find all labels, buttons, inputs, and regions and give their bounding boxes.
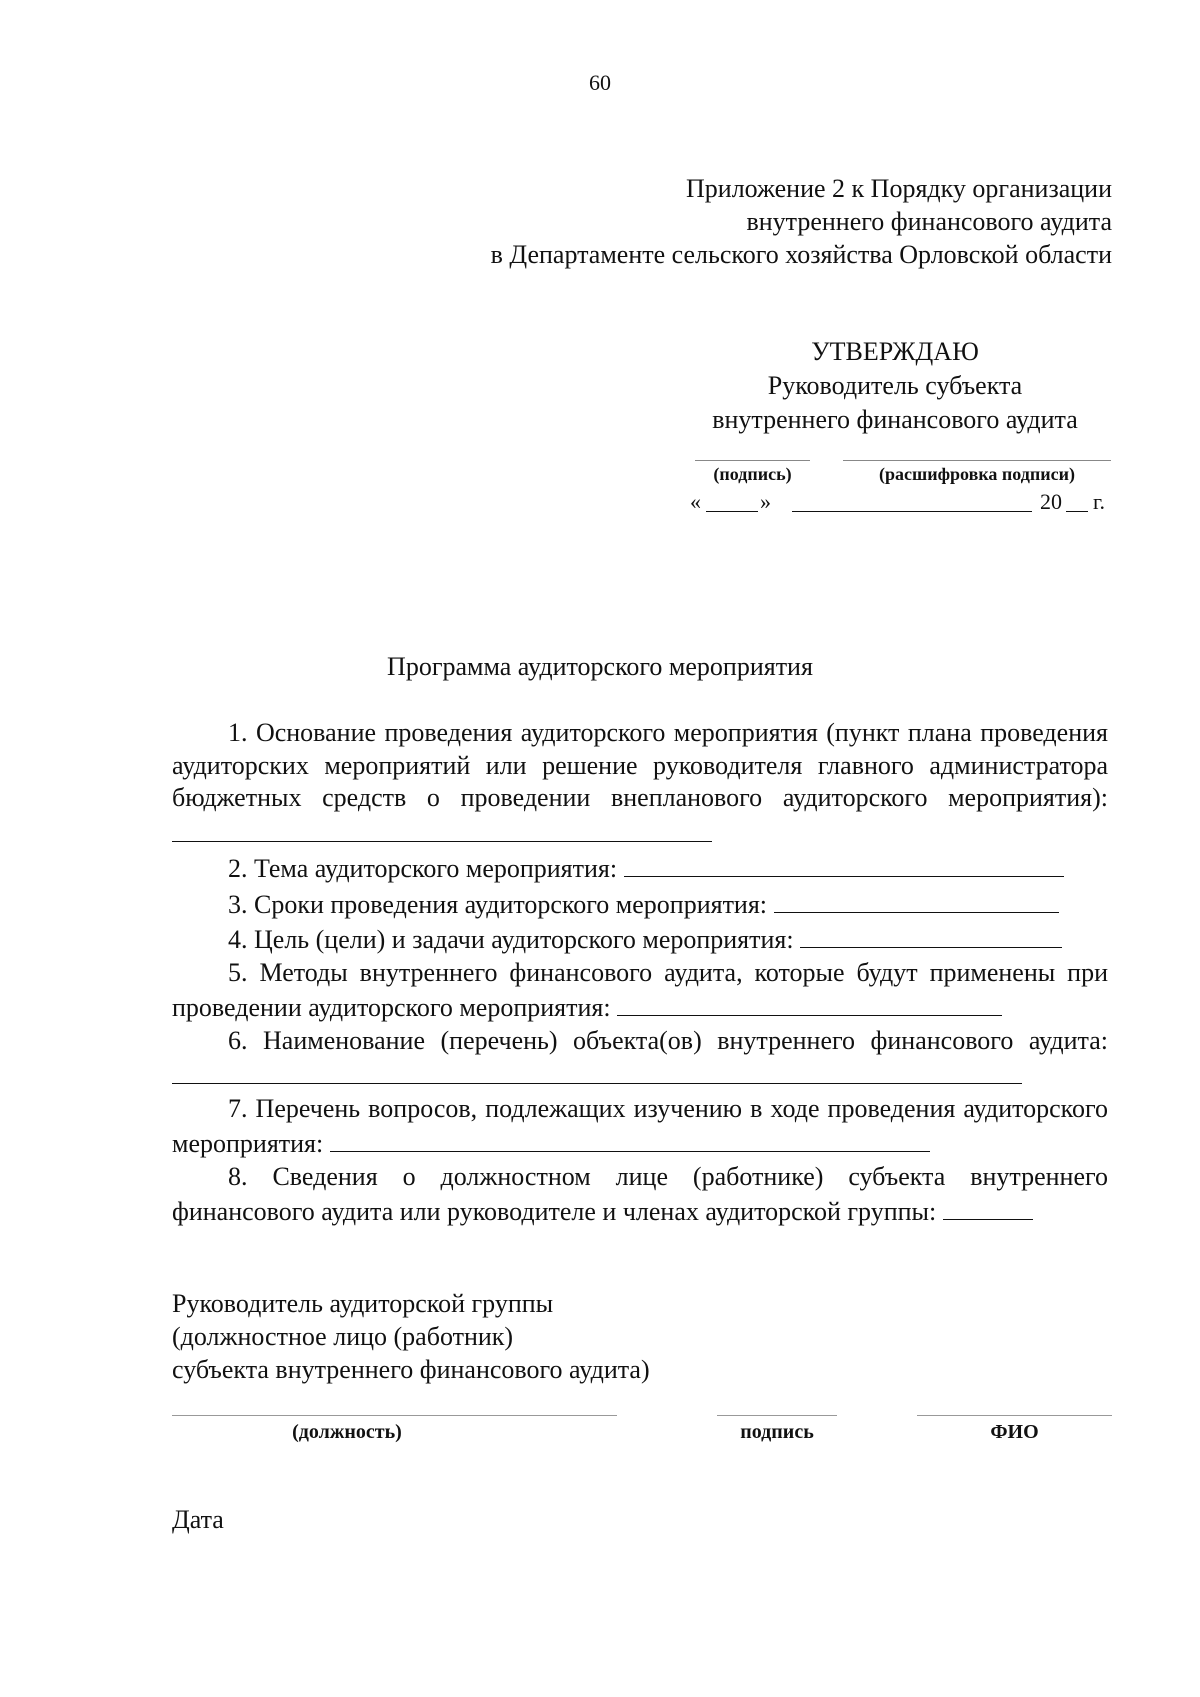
appendix-line-2: внутреннего финансового аудита bbox=[746, 207, 1112, 236]
position-line[interactable] bbox=[172, 1415, 617, 1416]
signature-line[interactable] bbox=[695, 460, 810, 461]
item-text: 4. Цель (цели) и задачи аудиторского мероприятия: bbox=[228, 925, 794, 954]
program-item bbox=[172, 921, 1108, 957]
position-caption: (должность) bbox=[292, 1421, 402, 1443]
approval-line-1: Руководитель субъекта bbox=[767, 371, 1023, 400]
date-label: Дата bbox=[172, 1505, 224, 1534]
approval-block bbox=[690, 335, 1100, 437]
year-suffix: г. bbox=[1093, 489, 1106, 514]
appendix-line-3: в Департаменте сельского хозяйства Орловской области bbox=[490, 240, 1112, 269]
approval-signature-row bbox=[690, 460, 1110, 530]
program-item bbox=[172, 1093, 1108, 1161]
leader-line-3: субъекта внутреннего финансового аудита) bbox=[172, 1355, 650, 1384]
leader-signature-row bbox=[172, 1415, 1112, 1455]
item-text: 2. Тема аудиторского мероприятия: bbox=[228, 854, 618, 883]
program-title: Программа аудиторского мероприятия bbox=[387, 652, 813, 681]
approval-title: УТВЕРЖДАЮ bbox=[811, 337, 979, 366]
item-text: 3. Сроки проведения аудиторского мероприятия: bbox=[228, 889, 768, 919]
fill-line[interactable] bbox=[617, 989, 1002, 1016]
item-text: 6. Наименование (перечень) объекта(ов) внутреннего финансового аудита: bbox=[228, 1025, 1108, 1055]
program-item bbox=[172, 717, 1108, 850]
approval-line-2: внутреннего финансового аудита bbox=[712, 405, 1078, 434]
month-blank[interactable] bbox=[792, 511, 1032, 512]
fill-line[interactable] bbox=[172, 1057, 1022, 1084]
fill-line[interactable] bbox=[800, 921, 1062, 948]
signature-caption: (подпись) bbox=[713, 464, 792, 484]
item-text: 5. Методы внутреннего финансового аудита, которые будут применены при проведении аудиторского мероприятия: bbox=[172, 957, 1108, 1022]
program-items bbox=[172, 717, 1108, 1229]
quote-close: » bbox=[760, 489, 771, 514]
page-number: 60 bbox=[589, 70, 611, 95]
program-item bbox=[172, 886, 1108, 922]
item-text: 1. Основание проведения аудиторского мероприятия (пункт плана проведения аудиторских мероприятий или решение руководителя главного администратора бюджетных средств о проведении внепланового аудиторского мероприятия): bbox=[172, 718, 1108, 812]
quote-open: « bbox=[690, 489, 701, 514]
fill-line[interactable] bbox=[943, 1193, 1033, 1220]
fill-line[interactable] bbox=[774, 886, 1059, 913]
leader-line-1: Руководитель аудиторской группы bbox=[172, 1289, 554, 1318]
item-text: 7. Перечень вопросов, подлежащих изучению в ходе проведения аудиторского мероприятия: bbox=[172, 1093, 1108, 1158]
appendix-header bbox=[491, 172, 1112, 271]
year-prefix: 20 bbox=[1040, 489, 1062, 514]
year-blank[interactable] bbox=[1066, 511, 1088, 512]
leader-line-2: (должностное лицо (работник) bbox=[172, 1322, 514, 1351]
appendix-line-1: Приложение 2 к Порядку организации bbox=[686, 174, 1112, 203]
program-item bbox=[172, 957, 1108, 1025]
signature-caption: подпись bbox=[740, 1421, 814, 1443]
fill-line[interactable] bbox=[172, 815, 712, 842]
program-item bbox=[172, 1025, 1108, 1093]
day-blank[interactable] bbox=[706, 511, 758, 512]
program-item bbox=[172, 850, 1108, 886]
program-item bbox=[172, 1161, 1108, 1229]
name-caption: ФИО bbox=[990, 1421, 1039, 1443]
signature-decode-line[interactable] bbox=[843, 460, 1111, 461]
fill-line[interactable] bbox=[330, 1125, 930, 1152]
name-line[interactable] bbox=[917, 1415, 1112, 1416]
signature-decode-caption: (расшифровка подписи) bbox=[879, 464, 1075, 484]
item-text: 8. Сведения о должностном лице (работнике) субъекта внутреннего финансового аудита или руководителе и членах аудиторской группы: bbox=[172, 1161, 1108, 1226]
fill-line[interactable] bbox=[624, 850, 1064, 877]
signature-line[interactable] bbox=[717, 1415, 837, 1416]
group-leader-block bbox=[172, 1287, 650, 1386]
